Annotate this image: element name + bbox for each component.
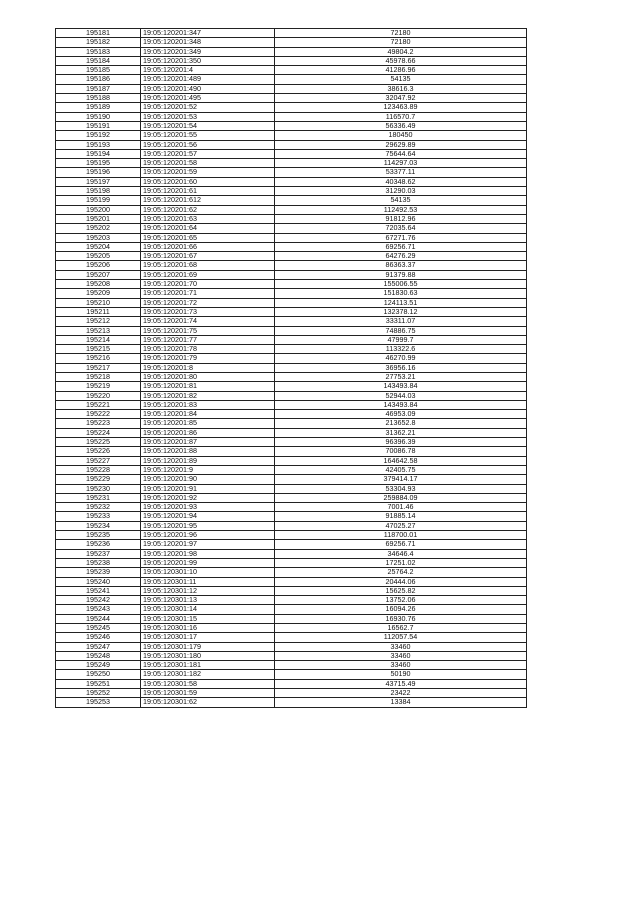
table-row [56, 679, 527, 688]
table-row [56, 689, 527, 698]
row-number-cell: 195198 [56, 187, 141, 196]
row-number-cell: 195244 [56, 614, 141, 623]
table-row [56, 75, 527, 84]
row-number-cell: 195199 [56, 196, 141, 205]
table-row [56, 493, 527, 502]
row-number-cell: 195203 [56, 233, 141, 242]
table-row [56, 56, 527, 65]
cadastral-number-cell: 19:05:120201:91 [141, 484, 275, 493]
cadastral-number-cell: 19:05:120201:71 [141, 289, 275, 298]
cadastral-number-cell: 19:05:120201:70 [141, 280, 275, 289]
cadastral-value-cell: 33460 [275, 651, 527, 660]
row-number-cell: 195206 [56, 261, 141, 270]
cadastral-value-cell: 70086.78 [275, 447, 527, 456]
row-number-cell: 195187 [56, 84, 141, 93]
row-number-cell: 195233 [56, 512, 141, 521]
row-number-cell: 195222 [56, 410, 141, 419]
table-row [56, 661, 527, 670]
row-number-cell: 195182 [56, 38, 141, 47]
cadastral-value-cell: 31290.03 [275, 187, 527, 196]
cadastral-number-cell: 19:05:120201:489 [141, 75, 275, 84]
cadastral-number-cell: 19:05:120201:68 [141, 261, 275, 270]
cadastral-value-cell: 91812.96 [275, 214, 527, 223]
cadastral-value-cell: 54135 [275, 75, 527, 84]
cadastral-value-cell: 36956.16 [275, 363, 527, 372]
table-row [56, 345, 527, 354]
row-number-cell: 195235 [56, 531, 141, 540]
cadastral-value-cell: 33460 [275, 661, 527, 670]
table-row [56, 252, 527, 261]
cadastral-number-cell: 19:05:120201:75 [141, 326, 275, 335]
cadastral-value-cell: 42405.75 [275, 465, 527, 474]
cadastral-value-cell: 41286.96 [275, 66, 527, 75]
cadastral-value-cell: 16930.76 [275, 614, 527, 623]
table-row [56, 280, 527, 289]
table-row [56, 475, 527, 484]
cadastral-value-cell: 113322.6 [275, 345, 527, 354]
cadastral-number-cell: 19:05:120201:62 [141, 205, 275, 214]
table-row [56, 568, 527, 577]
cadastral-value-cell: 47025.27 [275, 521, 527, 530]
cadastral-number-cell: 19:05:120301:12 [141, 586, 275, 595]
cadastral-number-cell: 19:05:120201:64 [141, 224, 275, 233]
row-number-cell: 195190 [56, 112, 141, 121]
cadastral-value-cell: 16562.7 [275, 624, 527, 633]
cadastral-number-cell: 19:05:120201:8 [141, 363, 275, 372]
table-row [56, 419, 527, 428]
cadastral-value-cell: 33311.07 [275, 317, 527, 326]
row-number-cell: 195181 [56, 29, 141, 38]
row-number-cell: 195209 [56, 289, 141, 298]
cadastral-number-cell: 19:05:120201:79 [141, 354, 275, 363]
cadastral-number-cell: 19:05:120301:15 [141, 614, 275, 623]
row-number-cell: 195223 [56, 419, 141, 428]
table-row [56, 335, 527, 344]
table-row [56, 196, 527, 205]
table-row [56, 382, 527, 391]
row-number-cell: 195192 [56, 131, 141, 140]
cadastral-number-cell: 19:05:120301:62 [141, 698, 275, 707]
cadastral-number-cell: 19:05:120301:180 [141, 651, 275, 660]
row-number-cell: 195185 [56, 66, 141, 75]
cadastral-number-cell: 19:05:120201:90 [141, 475, 275, 484]
cadastral-number-cell: 19:05:120201:66 [141, 242, 275, 251]
cadastral-value-cell: 15625.82 [275, 586, 527, 595]
cadastral-number-cell: 19:05:120201:89 [141, 456, 275, 465]
table-row [56, 391, 527, 400]
cadastral-number-cell: 19:05:120201:96 [141, 531, 275, 540]
table-row [56, 372, 527, 381]
row-number-cell: 195193 [56, 140, 141, 149]
row-number-cell: 195232 [56, 503, 141, 512]
row-number-cell: 195217 [56, 363, 141, 372]
row-number-cell: 195246 [56, 633, 141, 642]
table-row [56, 512, 527, 521]
row-number-cell: 195236 [56, 540, 141, 549]
table-row [56, 177, 527, 186]
cadastral-number-cell: 19:05:120301:181 [141, 661, 275, 670]
cadastral-number-cell: 19:05:120201:74 [141, 317, 275, 326]
table-row [56, 326, 527, 335]
table-row [56, 447, 527, 456]
cadastral-number-cell: 19:05:120201:54 [141, 121, 275, 130]
row-number-cell: 195195 [56, 159, 141, 168]
cadastral-number-cell: 19:05:120201:97 [141, 540, 275, 549]
table-row [56, 614, 527, 623]
cadastral-number-cell: 19:05:120201:63 [141, 214, 275, 223]
table-row [56, 224, 527, 233]
row-number-cell: 195202 [56, 224, 141, 233]
cadastral-value-cell: 69256.71 [275, 540, 527, 549]
table-row [56, 400, 527, 409]
cadastral-value-cell: 259884.09 [275, 493, 527, 502]
row-number-cell: 195210 [56, 298, 141, 307]
cadastral-number-cell: 19:05:120201:59 [141, 168, 275, 177]
row-number-cell: 195196 [56, 168, 141, 177]
table-row [56, 47, 527, 56]
table-row [56, 540, 527, 549]
cadastral-value-cell: 379414.17 [275, 475, 527, 484]
cadastral-number-cell: 19:05:120201:99 [141, 558, 275, 567]
cadastral-value-cell: 91379.88 [275, 270, 527, 279]
table-row [56, 205, 527, 214]
table-row [56, 605, 527, 614]
row-number-cell: 195216 [56, 354, 141, 363]
row-number-cell: 195253 [56, 698, 141, 707]
cadastral-value-cell: 180450 [275, 131, 527, 140]
cadastral-number-cell: 19:05:120301:179 [141, 642, 275, 651]
row-number-cell: 195245 [56, 624, 141, 633]
table-row [56, 242, 527, 251]
cadastral-value-cell: 25764.2 [275, 568, 527, 577]
table-row [56, 94, 527, 103]
cadastral-number-cell: 19:05:120201:78 [141, 345, 275, 354]
table-row [56, 261, 527, 270]
row-number-cell: 195212 [56, 317, 141, 326]
row-number-cell: 195211 [56, 307, 141, 316]
cadastral-number-cell: 19:05:120201:77 [141, 335, 275, 344]
table-row [56, 438, 527, 447]
cadastral-number-cell: 19:05:120201:92 [141, 493, 275, 502]
cadastral-number-cell: 19:05:120201:56 [141, 140, 275, 149]
table-row [56, 484, 527, 493]
table-row [56, 159, 527, 168]
cadastral-value-cell: 31362.21 [275, 428, 527, 437]
row-number-cell: 195226 [56, 447, 141, 456]
table-row [56, 66, 527, 75]
cadastral-value-cell: 74886.75 [275, 326, 527, 335]
cadastral-number-cell: 19:05:120201:612 [141, 196, 275, 205]
row-number-cell: 195200 [56, 205, 141, 214]
cadastral-number-cell: 19:05:120301:59 [141, 689, 275, 698]
table-row [56, 307, 527, 316]
cadastral-value-cell: 96396.39 [275, 438, 527, 447]
table-row [56, 549, 527, 558]
cadastral-number-cell: 19:05:120201:347 [141, 29, 275, 38]
cadastral-number-cell: 19:05:120201:60 [141, 177, 275, 186]
row-number-cell: 195251 [56, 679, 141, 688]
cadastral-number-cell: 19:05:120201:495 [141, 94, 275, 103]
row-number-cell: 195234 [56, 521, 141, 530]
table-row [56, 354, 527, 363]
row-number-cell: 195239 [56, 568, 141, 577]
row-number-cell: 195241 [56, 586, 141, 595]
cadastral-value-cell: 53304.93 [275, 484, 527, 493]
row-number-cell: 195228 [56, 465, 141, 474]
cadastral-number-cell: 19:05:120201:80 [141, 372, 275, 381]
table-row [56, 670, 527, 679]
row-number-cell: 195243 [56, 605, 141, 614]
cadastral-value-cell: 151830.63 [275, 289, 527, 298]
row-number-cell: 195184 [56, 56, 141, 65]
table-row [56, 521, 527, 530]
cadastral-number-cell: 19:05:120201:94 [141, 512, 275, 521]
cadastral-number-cell: 19:05:120201:350 [141, 56, 275, 65]
cadastral-value-cell: 45978.66 [275, 56, 527, 65]
table-body [56, 29, 527, 708]
cadastral-number-cell: 19:05:120201:69 [141, 270, 275, 279]
table-row [56, 363, 527, 372]
cadastral-number-cell: 19:05:120201:65 [141, 233, 275, 242]
cadastral-value-cell: 33460 [275, 642, 527, 651]
row-number-cell: 195218 [56, 372, 141, 381]
row-number-cell: 195229 [56, 475, 141, 484]
cadastral-value-cell: 118700.01 [275, 531, 527, 540]
cadastral-value-cell: 13752.06 [275, 596, 527, 605]
table-row [56, 642, 527, 651]
row-number-cell: 195252 [56, 689, 141, 698]
row-number-cell: 195221 [56, 400, 141, 409]
cadastral-number-cell: 19:05:120201:349 [141, 47, 275, 56]
cadastral-number-cell: 19:05:120301:13 [141, 596, 275, 605]
cadastral-value-cell: 16094.26 [275, 605, 527, 614]
table-row [56, 531, 527, 540]
cadastral-value-cell: 49804.2 [275, 47, 527, 56]
cadastral-value-cell: 124113.51 [275, 298, 527, 307]
cadastral-number-cell: 19:05:120301:17 [141, 633, 275, 642]
cadastral-number-cell: 19:05:120301:11 [141, 577, 275, 586]
row-number-cell: 195224 [56, 428, 141, 437]
row-number-cell: 195230 [56, 484, 141, 493]
table-row [56, 168, 527, 177]
cadastral-value-cell: 27753.21 [275, 372, 527, 381]
row-number-cell: 195219 [56, 382, 141, 391]
cadastral-number-cell: 19:05:120201:83 [141, 400, 275, 409]
cadastral-number-cell: 19:05:120301:58 [141, 679, 275, 688]
table-row [56, 577, 527, 586]
table-row [56, 29, 527, 38]
table-row [56, 270, 527, 279]
cadastral-number-cell: 19:05:120201:98 [141, 549, 275, 558]
cadastral-value-cell: 132378.12 [275, 307, 527, 316]
cadastral-number-cell: 19:05:120201:95 [141, 521, 275, 530]
cadastral-value-cell: 46953.09 [275, 410, 527, 419]
cadastral-value-cell: 91885.14 [275, 512, 527, 521]
cadastral-value-cell: 38616.3 [275, 84, 527, 93]
cadastral-value-cell: 53377.11 [275, 168, 527, 177]
cadastral-value-cell: 69256.71 [275, 242, 527, 251]
cadastral-number-cell: 19:05:120201:67 [141, 252, 275, 261]
cadastral-number-cell: 19:05:120301:14 [141, 605, 275, 614]
cadastral-value-cell: 116570.7 [275, 112, 527, 121]
cadastral-number-cell: 19:05:120201:82 [141, 391, 275, 400]
cadastral-value-cell: 52944.03 [275, 391, 527, 400]
table-row [56, 651, 527, 660]
cadastral-value-cell: 123463.89 [275, 103, 527, 112]
cadastral-value-cell: 67271.76 [275, 233, 527, 242]
cadastral-value-cell: 43715.49 [275, 679, 527, 688]
row-number-cell: 195207 [56, 270, 141, 279]
row-number-cell: 195201 [56, 214, 141, 223]
cadastral-value-cell: 72035.64 [275, 224, 527, 233]
cadastral-value-cell: 112492.53 [275, 205, 527, 214]
row-number-cell: 195208 [56, 280, 141, 289]
row-number-cell: 195248 [56, 651, 141, 660]
row-number-cell: 195204 [56, 242, 141, 251]
cadastral-number-cell: 19:05:120201:86 [141, 428, 275, 437]
row-number-cell: 195231 [56, 493, 141, 502]
cadastral-value-table [55, 28, 527, 708]
table-row [56, 410, 527, 419]
table-row [56, 633, 527, 642]
row-number-cell: 195220 [56, 391, 141, 400]
cadastral-number-cell: 19:05:120201:85 [141, 419, 275, 428]
cadastral-number-cell: 19:05:120201:72 [141, 298, 275, 307]
row-number-cell: 195250 [56, 670, 141, 679]
cadastral-number-cell: 19:05:120201:53 [141, 112, 275, 121]
cadastral-value-cell: 72180 [275, 38, 527, 47]
row-number-cell: 195197 [56, 177, 141, 186]
cadastral-value-cell: 75644.64 [275, 149, 527, 158]
table-row [56, 149, 527, 158]
table-row [56, 140, 527, 149]
cadastral-number-cell: 19:05:120201:93 [141, 503, 275, 512]
cadastral-value-cell: 143493.84 [275, 400, 527, 409]
cadastral-value-cell: 47999.7 [275, 335, 527, 344]
row-number-cell: 195225 [56, 438, 141, 447]
table-row [56, 233, 527, 242]
cadastral-number-cell: 19:05:120301:182 [141, 670, 275, 679]
cadastral-value-cell: 164642.58 [275, 456, 527, 465]
row-number-cell: 195242 [56, 596, 141, 605]
cadastral-value-cell: 34646.4 [275, 549, 527, 558]
cadastral-number-cell: 19:05:120201:81 [141, 382, 275, 391]
cadastral-number-cell: 19:05:120301:16 [141, 624, 275, 633]
cadastral-value-cell: 13384 [275, 698, 527, 707]
row-number-cell: 195186 [56, 75, 141, 84]
cadastral-value-cell: 213652.8 [275, 419, 527, 428]
cadastral-number-cell: 19:05:120201:348 [141, 38, 275, 47]
cadastral-value-cell: 17251.02 [275, 558, 527, 567]
cadastral-value-cell: 72180 [275, 29, 527, 38]
table-row [56, 456, 527, 465]
cadastral-value-cell: 50190 [275, 670, 527, 679]
cadastral-value-cell: 114297.03 [275, 159, 527, 168]
table-row [56, 298, 527, 307]
row-number-cell: 195238 [56, 558, 141, 567]
table-row [56, 38, 527, 47]
cadastral-value-cell: 143493.84 [275, 382, 527, 391]
table-row [56, 187, 527, 196]
cadastral-value-cell: 29629.89 [275, 140, 527, 149]
cadastral-number-cell: 19:05:120301:10 [141, 568, 275, 577]
cadastral-number-cell: 19:05:120201:88 [141, 447, 275, 456]
cadastral-number-cell: 19:05:120201:4 [141, 66, 275, 75]
table-row [56, 624, 527, 633]
row-number-cell: 195188 [56, 94, 141, 103]
table-row [56, 465, 527, 474]
row-number-cell: 195227 [56, 456, 141, 465]
table-row [56, 112, 527, 121]
cadastral-number-cell: 19:05:120201:84 [141, 410, 275, 419]
cadastral-value-cell: 56336.49 [275, 121, 527, 130]
cadastral-number-cell: 19:05:120201:9 [141, 465, 275, 474]
table-row [56, 698, 527, 707]
row-number-cell: 195215 [56, 345, 141, 354]
cadastral-number-cell: 19:05:120201:87 [141, 438, 275, 447]
cadastral-value-cell: 64276.29 [275, 252, 527, 261]
table-row [56, 103, 527, 112]
table-row [56, 558, 527, 567]
row-number-cell: 195249 [56, 661, 141, 670]
row-number-cell: 195189 [56, 103, 141, 112]
cadastral-value-cell: 155006.55 [275, 280, 527, 289]
cadastral-value-cell: 7001.46 [275, 503, 527, 512]
cadastral-value-cell: 40348.62 [275, 177, 527, 186]
cadastral-number-cell: 19:05:120201:57 [141, 149, 275, 158]
table-row [56, 317, 527, 326]
row-number-cell: 195191 [56, 121, 141, 130]
cadastral-value-cell: 86363.37 [275, 261, 527, 270]
table-row [56, 84, 527, 93]
cadastral-number-cell: 19:05:120201:73 [141, 307, 275, 316]
row-number-cell: 195205 [56, 252, 141, 261]
table-row [56, 131, 527, 140]
row-number-cell: 195183 [56, 47, 141, 56]
cadastral-value-cell: 54135 [275, 196, 527, 205]
table-row [56, 503, 527, 512]
cadastral-value-cell: 112057.54 [275, 633, 527, 642]
table-row [56, 121, 527, 130]
cadastral-value-cell: 46270.99 [275, 354, 527, 363]
row-number-cell: 195194 [56, 149, 141, 158]
row-number-cell: 195247 [56, 642, 141, 651]
table-row [56, 289, 527, 298]
cadastral-value-cell: 23422 [275, 689, 527, 698]
row-number-cell: 195214 [56, 335, 141, 344]
table-row [56, 596, 527, 605]
cadastral-number-cell: 19:05:120201:61 [141, 187, 275, 196]
row-number-cell: 195240 [56, 577, 141, 586]
row-number-cell: 195213 [56, 326, 141, 335]
cadastral-number-cell: 19:05:120201:52 [141, 103, 275, 112]
table-row [56, 428, 527, 437]
cadastral-value-cell: 20444.06 [275, 577, 527, 586]
table-row [56, 214, 527, 223]
row-number-cell: 195237 [56, 549, 141, 558]
cadastral-number-cell: 19:05:120201:58 [141, 159, 275, 168]
cadastral-number-cell: 19:05:120201:490 [141, 84, 275, 93]
cadastral-value-cell: 32047.92 [275, 94, 527, 103]
cadastral-number-cell: 19:05:120201:55 [141, 131, 275, 140]
table-row [56, 586, 527, 595]
